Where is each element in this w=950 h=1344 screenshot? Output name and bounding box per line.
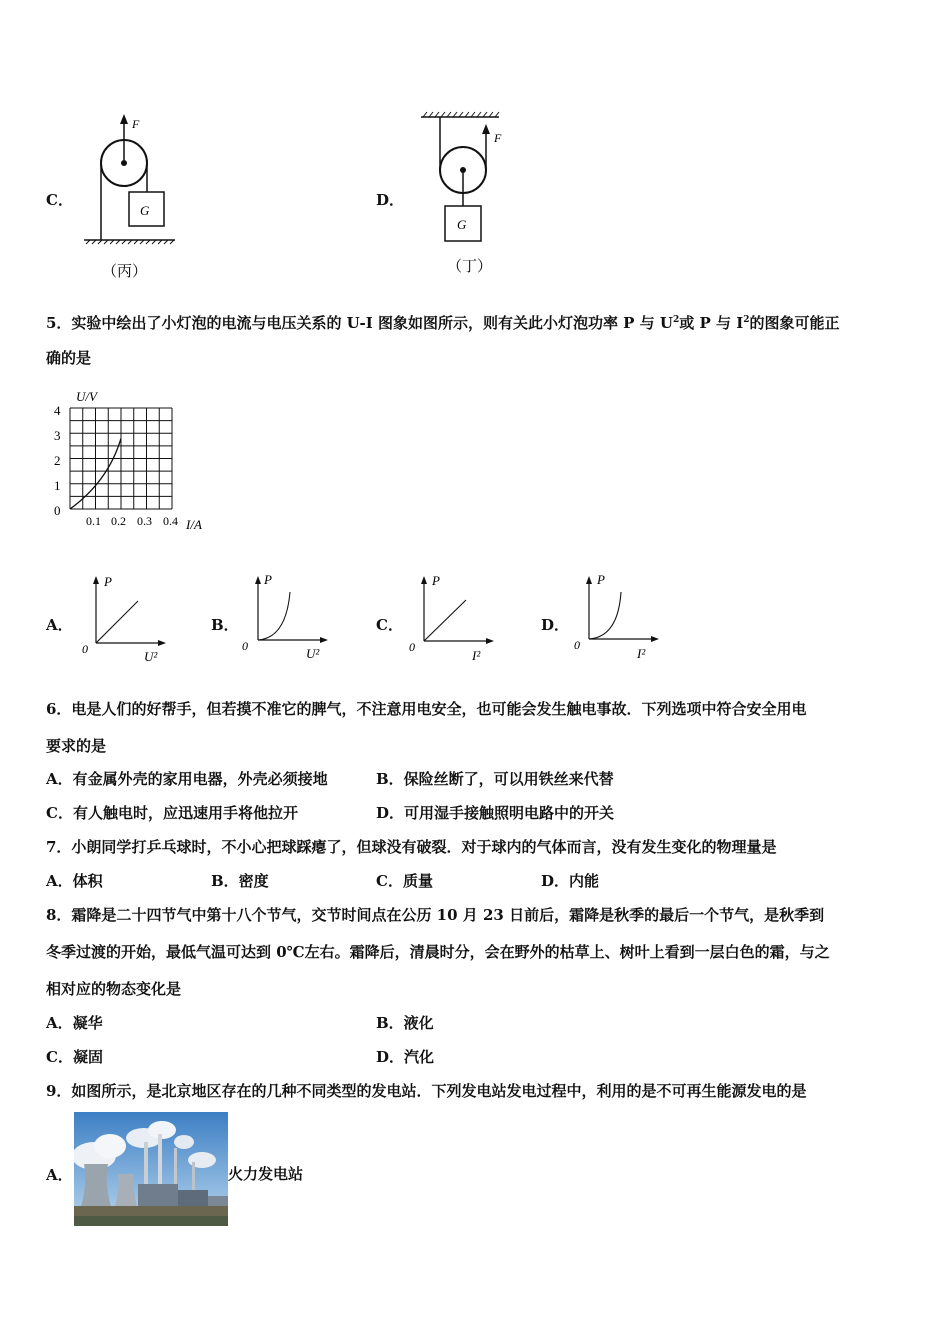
y-tick-1: 1 [54,478,61,493]
q5-option-c-label[interactable]: C． [376,616,403,634]
q8-option-a[interactable]: A．凝华 [46,1014,103,1032]
weight-label-d: G [457,217,467,232]
p-line-linear [96,601,138,643]
x-axis-label: U² [144,649,158,664]
p-axis-label: P [264,572,272,587]
x-tick-0.1: 0.1 [86,514,101,528]
pulley-figure-c [80,110,180,282]
figure-caption-bing: （丙） [102,264,148,280]
q7-option-b[interactable]: B．密度 [211,872,269,890]
q7-option-c[interactable]: C．质量 [376,872,433,890]
x-tick-0.2: 0.2 [111,514,126,528]
q8-stem-line2: 冬季过渡的开始，最低气温可达到 0℃左右。霜降后，清晨时分，会在野外的枯草上、树叶上看到一层白色的霜，与之 [46,943,830,961]
q5-stem-line1: 5．实验中绘出了小灯泡的电流与电压关系的 U-I 图象如图所示，则有关此小灯泡功率 P 与 $U^2$或 P 与 $I^2$的图象可能正 [46,314,840,332]
origin-label: 0 [409,640,415,654]
y-tick-2: 2 [54,453,61,468]
q7-option-a[interactable]: A．体积 [46,872,103,890]
p-axis-label: P [432,573,440,588]
x-tick-0.3: 0.3 [137,514,152,528]
q8-stem-line3: 相对应的物态变化是 [46,980,182,998]
q6-option-c[interactable]: C．有人触电时，应迅速用手将他拉开 [46,804,298,822]
q7-stem: 7．小朗同学打乒乓球时，不小心把球踩瘪了，但球没有破裂．对于球内的气体而言，没有发生变化的物理量是 [46,838,777,856]
q9-option-a-caption: 火力发电站 [228,1165,304,1183]
q6-stem-line1: 6．电是人们的好帮手，但若摸不准它的脾气，不注意用电安全，也可能会发生触电事故．下列选项中符合安全用电 [46,700,807,718]
p-curve [589,592,621,639]
x-tick-0.4: 0.4 [163,514,178,528]
x-axis-label: I² [637,646,646,661]
x-axis-label: U² [306,646,320,661]
origin-label: 0 [82,642,88,656]
p-curve [258,592,290,640]
q5-option-b-graph [240,570,335,665]
q5-stem-line2: 确的是 [46,349,92,367]
x-axis-label: I² [472,648,481,663]
q5-option-d-graph [571,570,666,665]
y-tick-3: 3 [54,428,61,443]
q5-option-c-graph [406,570,501,665]
q5-option-b-label[interactable]: B． [211,616,239,634]
ui-graph [46,384,216,536]
q4-option-d-label[interactable]: D． [376,191,405,209]
force-label-d: F [494,131,502,145]
q8-stem-line1: 8．霜降是二十四节气中第十八个节气，交节时间点在公历 10 月 23 日前后，霜降是秋季的最后一个节气，是秋季到 [46,906,825,924]
q4-option-c-label[interactable]: C． [46,191,73,209]
q8-option-d[interactable]: D．汽化 [376,1048,435,1066]
ui-graph-y-label: U/V [76,389,97,404]
q6-stem-line2: 要求的是 [46,737,107,755]
q9-stem: 9．如图所示，是北京地区存在的几种不同类型的发电站．下列发电站发电过程中，利用的是不可再生能源发电的是 [46,1082,807,1100]
p-line-linear [424,600,466,641]
q6-option-d[interactable]: D．可用湿手接触照明电路中的开关 [376,804,615,822]
weight-label-c: G [140,203,150,218]
origin-label: 0 [574,638,580,652]
ui-graph-grid [70,408,172,509]
thermal-power-plant-photo [74,1112,228,1226]
force-label-c: F [132,117,140,131]
q5-option-a-label[interactable]: A． [46,616,73,634]
q6-option-b[interactable]: B．保险丝断了，可以用铁丝来代替 [376,770,614,788]
pulley-figure-d [415,108,525,280]
q6-option-a[interactable]: A．有金属外壳的家用电器，外壳必须接地 [46,770,328,788]
origin-label: 0 [242,639,248,653]
y-tick-0: 0 [54,503,61,518]
q5-option-a-graph [78,570,173,665]
q7-option-d[interactable]: D．内能 [541,872,600,890]
q8-option-b[interactable]: B．液化 [376,1014,434,1032]
ui-graph-x-label: I/A [186,517,202,532]
q9-option-a-label[interactable]: A． [46,1166,73,1184]
p-axis-label: P [104,574,112,589]
y-tick-4: 4 [54,403,61,418]
q8-option-c[interactable]: C．凝固 [46,1048,103,1066]
figure-caption-ding: （丁） [447,259,493,275]
q5-option-d-label[interactable]: D． [541,616,570,634]
p-axis-label: P [597,572,605,587]
